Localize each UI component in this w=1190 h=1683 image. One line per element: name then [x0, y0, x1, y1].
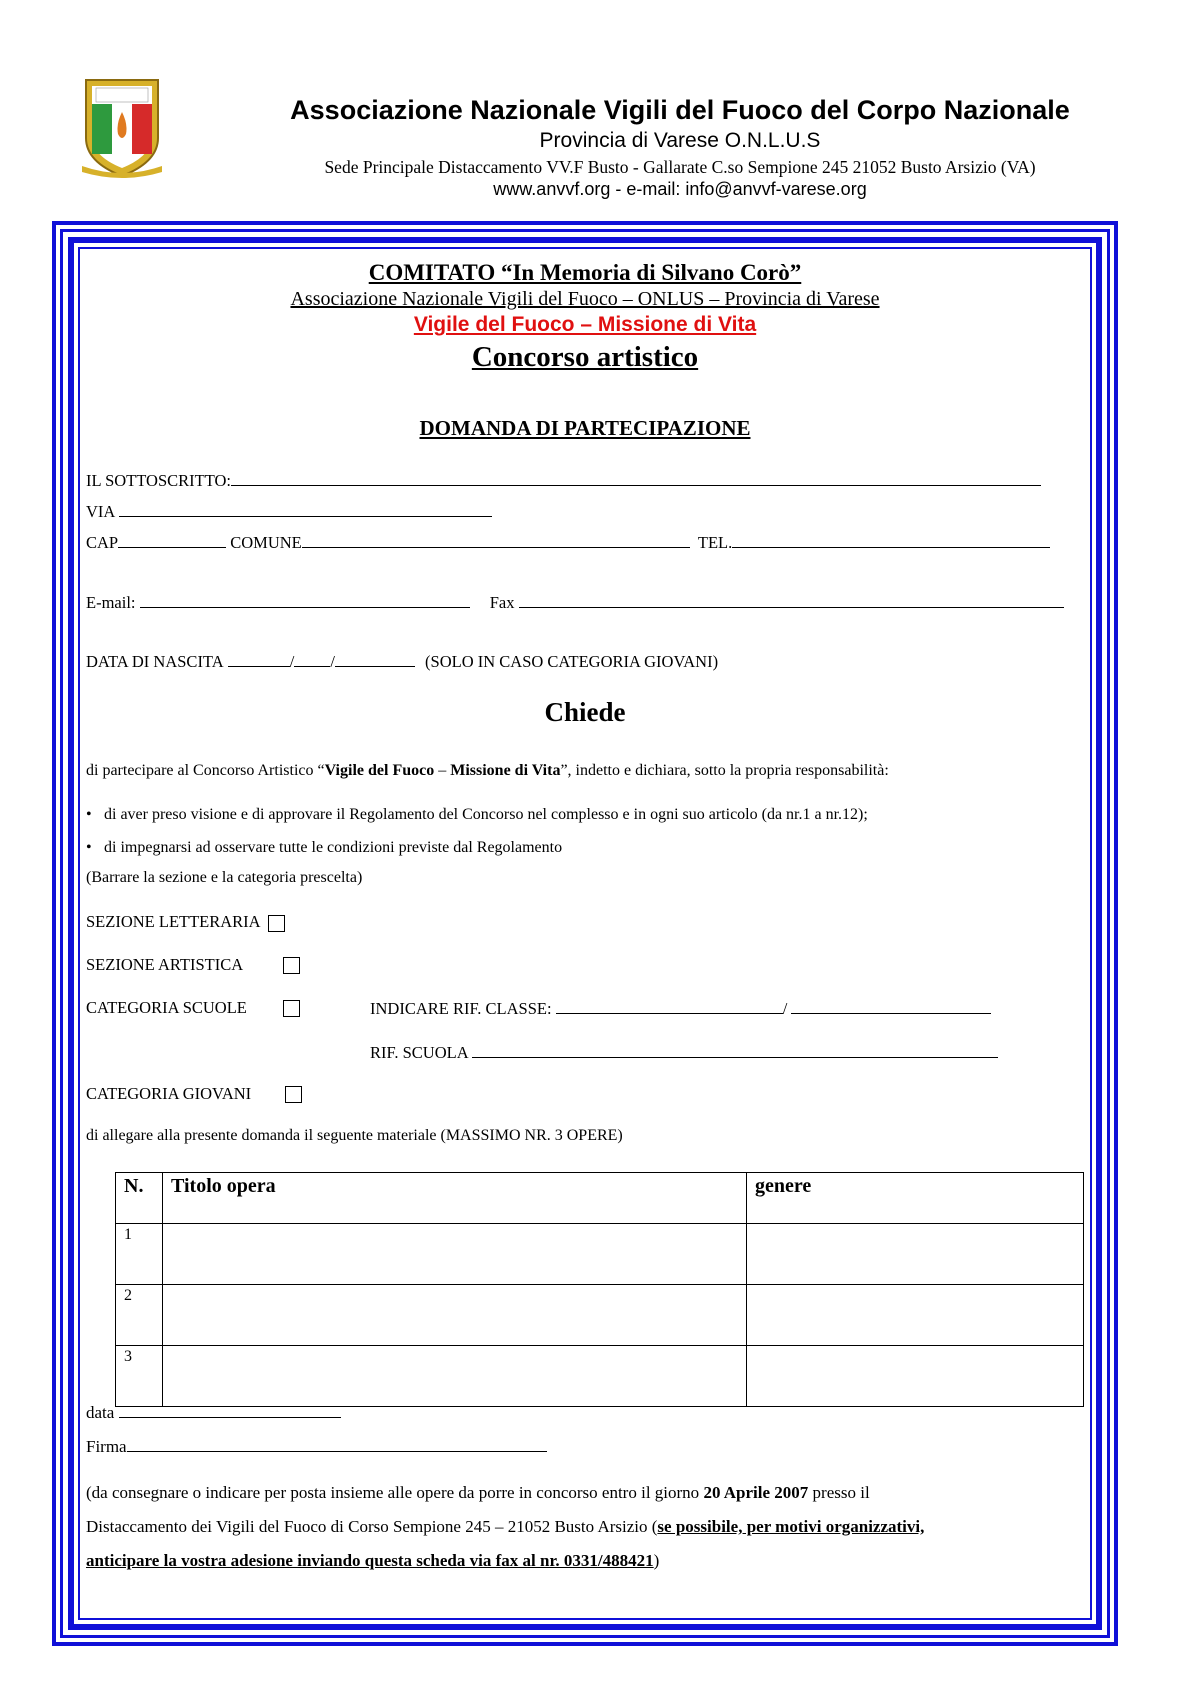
- classe-label: INDICARE RIF. CLASSE:: [370, 999, 552, 1018]
- fax-field[interactable]: [519, 592, 1064, 608]
- categoria-giovani-row: [86, 1084, 251, 1104]
- cap-row: [86, 532, 1050, 553]
- slash: /: [330, 652, 335, 671]
- scuola-row: [370, 1042, 998, 1063]
- sezione-artistica-checkbox[interactable]: [283, 957, 300, 974]
- sezione-letteraria-checkbox[interactable]: [268, 915, 285, 932]
- intro-text: di partecipare al Concorso Artistico “Vigile del Fuoco – Missione di Vita”, indetto e dichiara, sotto la propria responsabilità:: [86, 762, 889, 779]
- row-number: 3: [116, 1346, 163, 1407]
- association-subtitle: Associazione Nazionale Vigili del Fuoco – ONLUS – Provincia di Varese: [290, 288, 880, 310]
- email-field[interactable]: [140, 592, 470, 608]
- sottoscritto-label: IL SOTTOSCRITTO:: [86, 471, 231, 490]
- barrare-note: (Barrare la sezione e la categoria prescelta): [86, 869, 363, 886]
- titolo-cell[interactable]: [163, 1346, 747, 1407]
- cap-field[interactable]: [118, 532, 226, 548]
- comitato-title: COMITATO “In Memoria di Silvano Corò”: [368, 260, 802, 285]
- categoria-giovani-checkbox[interactable]: [285, 1086, 302, 1103]
- categoria-giovani-label: CATEGORIA GIOVANI: [86, 1084, 252, 1103]
- contest-title: Concorso artistico: [471, 341, 699, 373]
- header-contacts: www.anvvf.org - e-mail: info@anvvf-varese.org: [493, 179, 867, 199]
- col-genere-header: genere: [747, 1173, 1084, 1224]
- categoria-scuole-label: CATEGORIA SCUOLE: [86, 998, 247, 1017]
- sezione-letteraria-label: SEZIONE LETTERARIA: [86, 912, 260, 931]
- birthdate-label: DATA DI NASCITA: [86, 652, 224, 671]
- birth-month-field[interactable]: [294, 651, 330, 667]
- header-province: Provincia di Varese O.N.L.U.S: [539, 129, 821, 152]
- classe-field[interactable]: [556, 998, 783, 1014]
- sezione-artistica-row: [86, 955, 243, 975]
- firma-label: Firma: [86, 1437, 127, 1456]
- data-row: [86, 1402, 341, 1423]
- comune-label: COMUNE: [230, 533, 302, 552]
- via-field[interactable]: [119, 501, 492, 517]
- tel-label: TEL.: [697, 533, 733, 552]
- genere-cell[interactable]: [747, 1285, 1084, 1346]
- comune-field[interactable]: [302, 532, 690, 548]
- categoria-scuole-checkbox[interactable]: [283, 1000, 300, 1017]
- classe-row: [370, 998, 991, 1019]
- sezione-letteraria-row: [86, 912, 285, 932]
- sottoscritto-field[interactable]: [231, 470, 1041, 486]
- fax-label: Fax: [489, 593, 515, 612]
- works-table: [115, 1172, 1084, 1407]
- via-row: [86, 501, 492, 522]
- table-header-row: [116, 1173, 1084, 1224]
- row-number: 2: [116, 1285, 163, 1346]
- categoria-scuole-row: [86, 998, 247, 1018]
- col-titolo-header: Titolo opera: [163, 1173, 747, 1224]
- firma-field[interactable]: [127, 1436, 547, 1452]
- cap-label: CAP: [86, 533, 119, 552]
- titolo-cell[interactable]: [163, 1285, 747, 1346]
- via-label: VIA: [86, 502, 116, 521]
- final-note: (da consegnare o indicare per posta insieme alle opere da porre in concorso entro il giorno 20 Aprile 2007 presso il Distaccamento dei Vigili del Fuoco di Corso Sempione 245 – 21052 Busto Arsizio (se possibile, per motivi organizzativi, anticipare la vostra adesione inviando questa scheda via fax al nr. 0331/488421): [86, 1483, 925, 1570]
- birth-day-field[interactable]: [228, 651, 290, 667]
- genere-cell[interactable]: [747, 1346, 1084, 1407]
- header-address: Sede Principale Distaccamento VV.F Busto - Gallarate C.so Sempione 245 21052 Busto Arsizio (VA): [324, 157, 1036, 177]
- email-row: [86, 592, 1064, 613]
- motto-title: Vigile del Fuoco – Missione di Vita: [413, 313, 757, 336]
- data-field[interactable]: [119, 1402, 341, 1418]
- sottoscritto-row: [86, 470, 1041, 491]
- slash: /: [782, 999, 788, 1018]
- bullet-item: • di impegnarsi ad osservare tutte le condizioni previste dal Regolamento: [86, 839, 563, 856]
- header-title: Associazione Nazionale Vigili del Fuoco del Corpo Nazionale: [290, 95, 1070, 125]
- sezione-artistica-label: SEZIONE ARTISTICA: [86, 955, 244, 974]
- birth-year-field[interactable]: [335, 651, 415, 667]
- sezione-classe-field[interactable]: [791, 998, 991, 1014]
- birthdate-row: [86, 651, 718, 672]
- data-label: data: [86, 1403, 115, 1422]
- scuola-field[interactable]: [472, 1042, 998, 1058]
- association-logo-icon: [82, 76, 162, 178]
- table-row: [116, 1224, 1084, 1285]
- bullet-item: • di aver preso visione e di approvare il Regolamento del Concorso nel complesso e in ogni suo articolo (da nr.1 a nr.12);: [86, 806, 868, 823]
- tel-field[interactable]: [732, 532, 1050, 548]
- table-row: [116, 1285, 1084, 1346]
- slash: /: [289, 652, 295, 671]
- row-number: 1: [116, 1224, 163, 1285]
- email-label: E-mail:: [86, 593, 136, 612]
- table-row: [116, 1346, 1084, 1407]
- genere-cell[interactable]: [747, 1224, 1084, 1285]
- birthdate-note: (SOLO IN CASO CATEGORIA GIOVANI): [425, 652, 719, 671]
- titolo-cell[interactable]: [163, 1224, 747, 1285]
- chiede-heading: Chiede: [544, 697, 626, 727]
- application-title: DOMANDA DI PARTECIPAZIONE: [419, 416, 751, 440]
- firma-row: [86, 1436, 547, 1457]
- scuola-label: RIF. SCUOLA: [370, 1043, 468, 1062]
- allegare-text: di allegare alla presente domanda il seguente materiale (MASSIMO NR. 3 OPERE): [86, 1127, 623, 1144]
- col-n-header: N.: [116, 1173, 163, 1224]
